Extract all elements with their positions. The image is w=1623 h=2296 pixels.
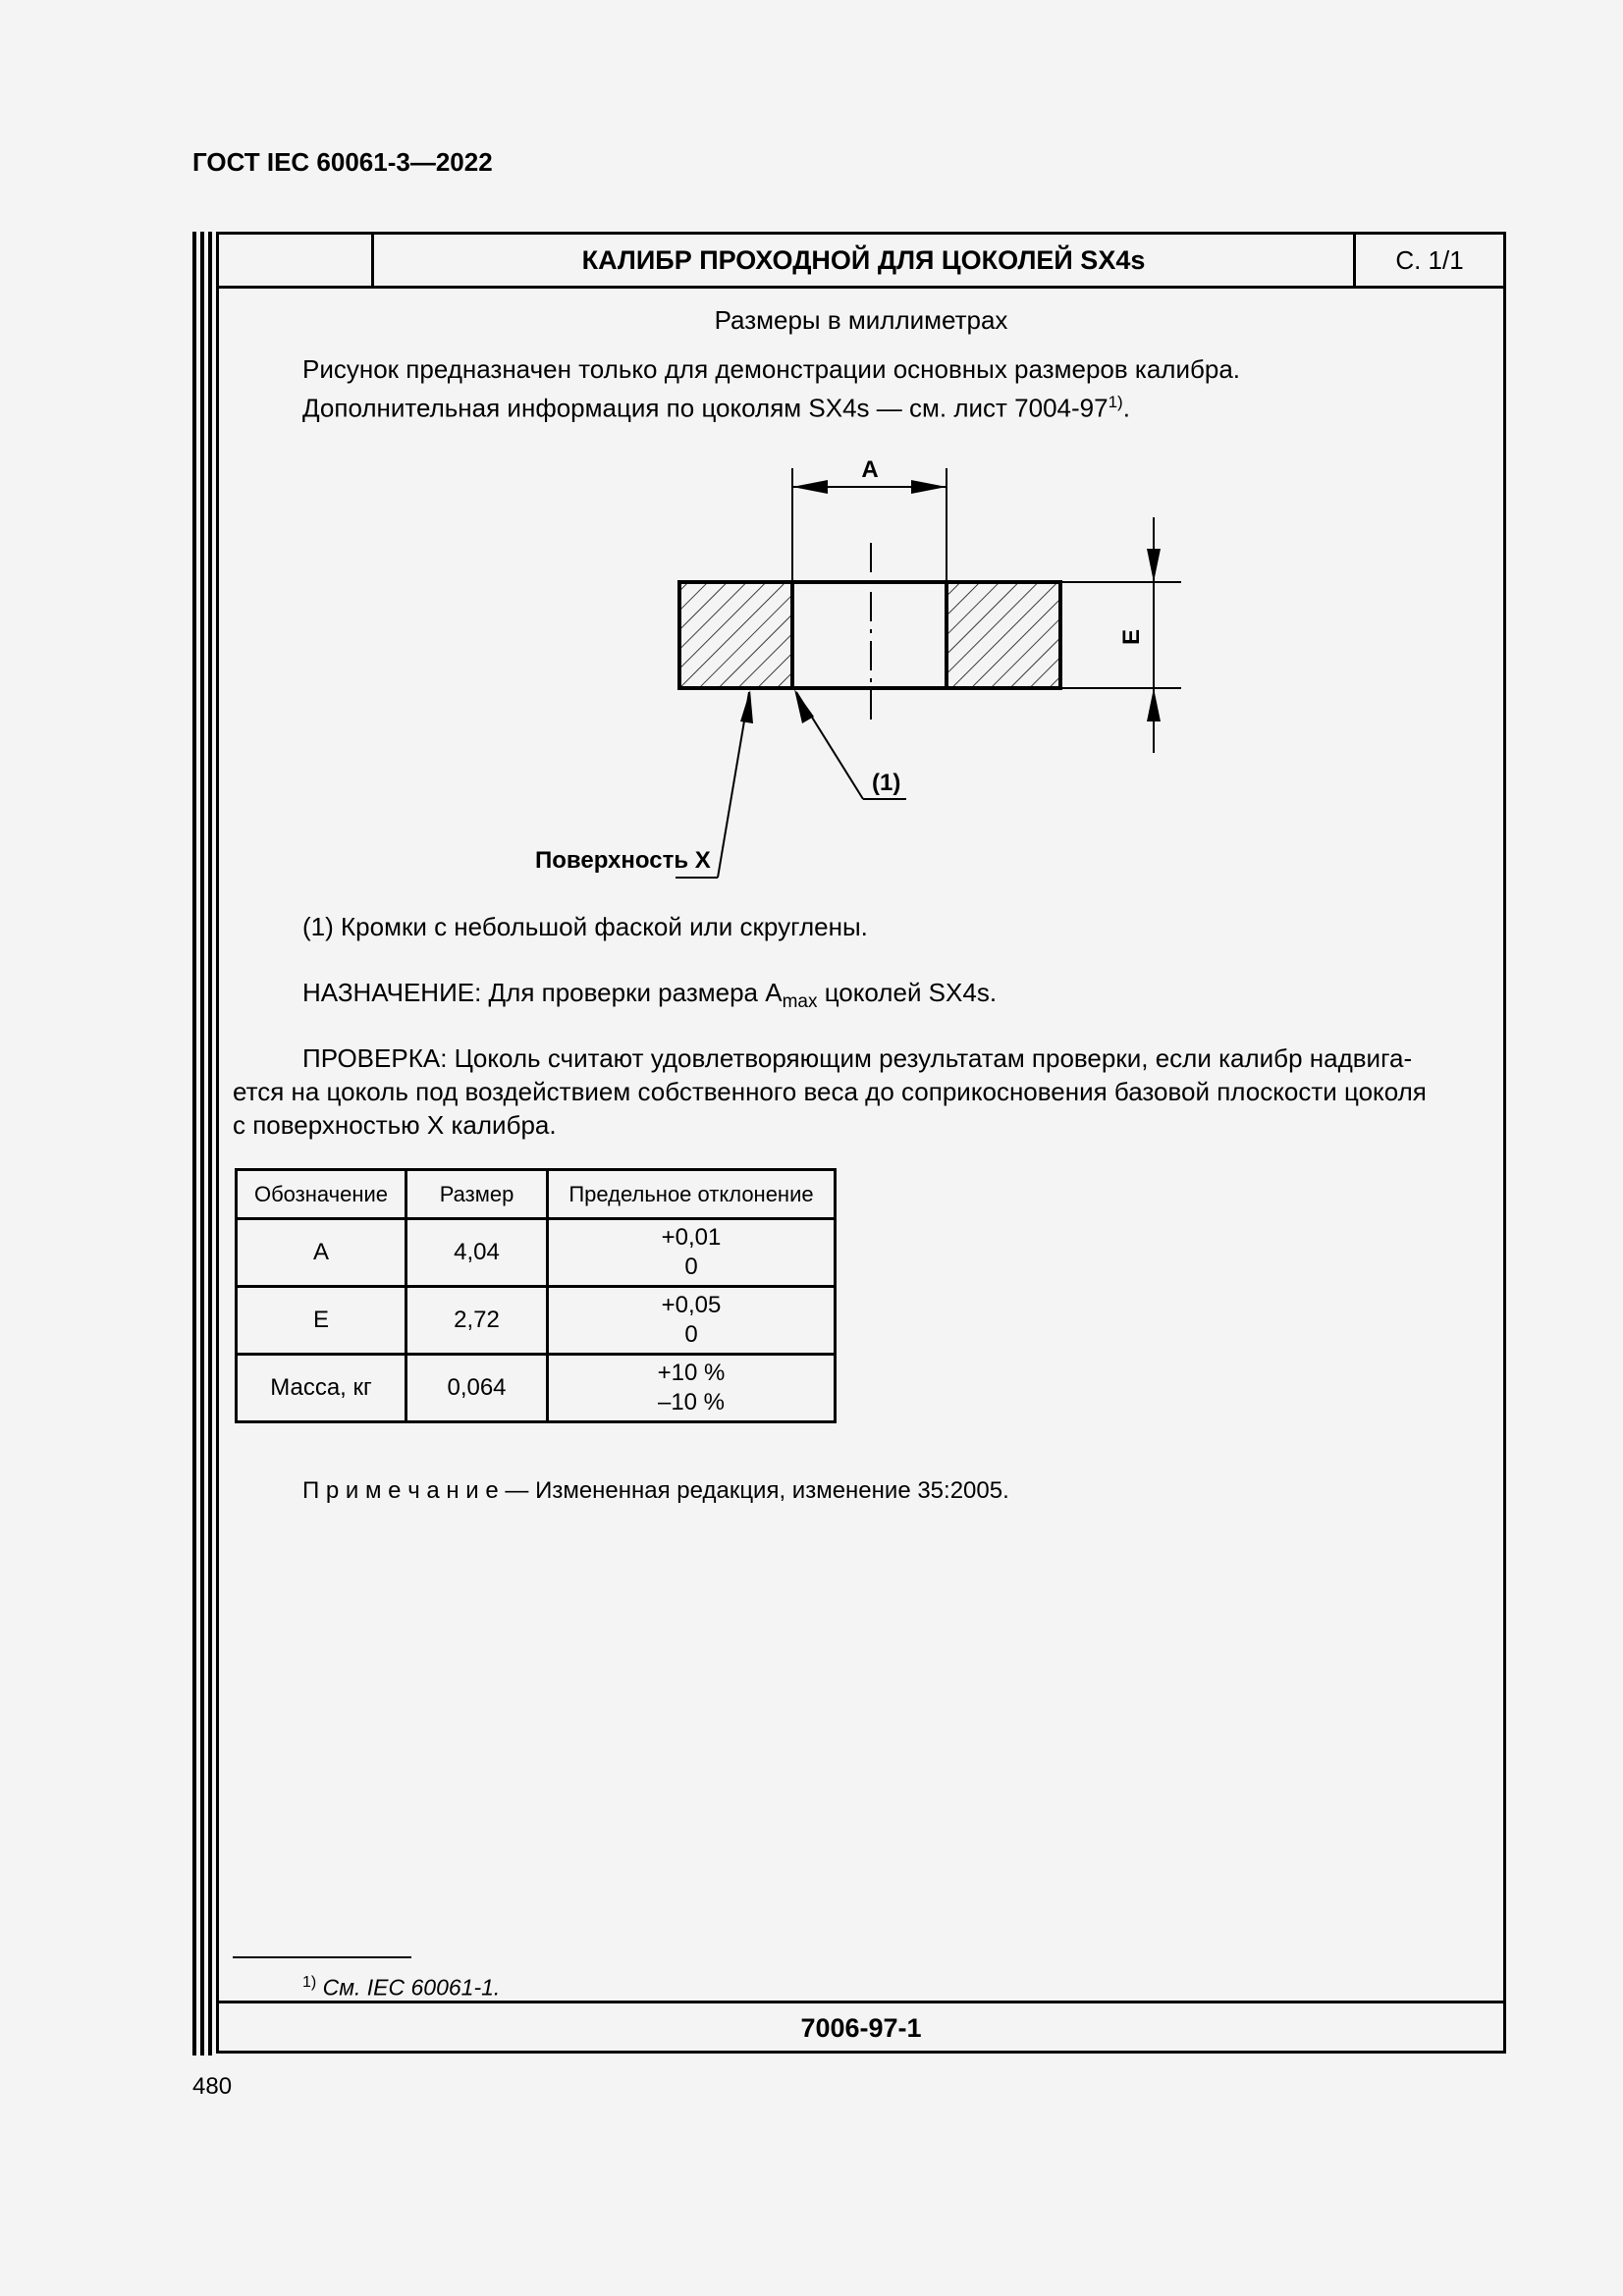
sheet-title: КАЛИБР ПРОХОДНОЙ ДЛЯ ЦОКОЛЕЙ SX4s: [581, 245, 1146, 275]
binding-line: [208, 232, 212, 2056]
table-row: E 2,72 +0,05 0: [237, 1287, 836, 1355]
document-header: ГОСТ IEC 60061-3—2022: [192, 147, 493, 177]
edge-note: (1) Кромки с небольшой фаской или скруглены.: [302, 912, 868, 941]
remark: П р и м е ч а н и е — Измененная редакция, изменение 35:2005.: [302, 1477, 1009, 1504]
purpose-line: НАЗНАЧЕНИЕ: Для проверки размера $A_{max}$ цоколей SX4s.: [302, 978, 998, 1013]
table-header: Обозначение: [237, 1170, 406, 1219]
footnote: $^{1)}$ См. IEC 60061-1.: [302, 1974, 501, 2001]
units-note: Размеры в миллиметрах: [714, 305, 1008, 335]
table-header-row: [237, 1170, 836, 1219]
check-line-1: ПРОВЕРКА: Цоколь считают удовлетворяющим результатам проверки, если калибр надвига-: [302, 1043, 1413, 1073]
check-line-3: с поверхностью X калибра.: [233, 1110, 557, 1140]
table-row: Масса, кг 0,064 +10 % –10 %: [237, 1355, 836, 1422]
sheet-frame: [216, 232, 1506, 2054]
dimension-e-label: E: [1118, 628, 1145, 646]
check-line-2: ется на цоколь под воздействием собственного веса до соприкосновения базовой плоскости цоколя: [233, 1077, 1427, 1106]
sheet-code: 7006-97-1: [800, 2013, 922, 2043]
dimension-a-label: A: [861, 456, 879, 483]
sheet-page-label: С. 1/1: [1395, 245, 1464, 275]
intro-line-1: Рисунок предназначен только для демонстрации основных размеров калибра.: [302, 354, 1241, 384]
table-header: Предельное отклонение: [548, 1170, 836, 1219]
table-row: A 4,04 +0,01 0: [237, 1219, 836, 1287]
edge-callout-label: (1): [872, 770, 901, 796]
gauge-section-right: [947, 582, 1060, 688]
dimensions-table: [235, 1168, 837, 1423]
intro-line-2: Дополнительная информация по цоколям SX4s — см. лист 7004-97$^{1)}$.: [302, 393, 1130, 423]
page-number: 480: [192, 2073, 233, 2100]
gauge-drawing: [219, 235, 1503, 922]
binding-line: [200, 232, 204, 2056]
footnote-separator: [233, 1956, 411, 1958]
table-header: Размер: [406, 1170, 548, 1219]
gauge-section-left: [679, 582, 792, 688]
surface-x-label: Поверхность X: [535, 847, 711, 874]
binding-line: [192, 232, 196, 2056]
